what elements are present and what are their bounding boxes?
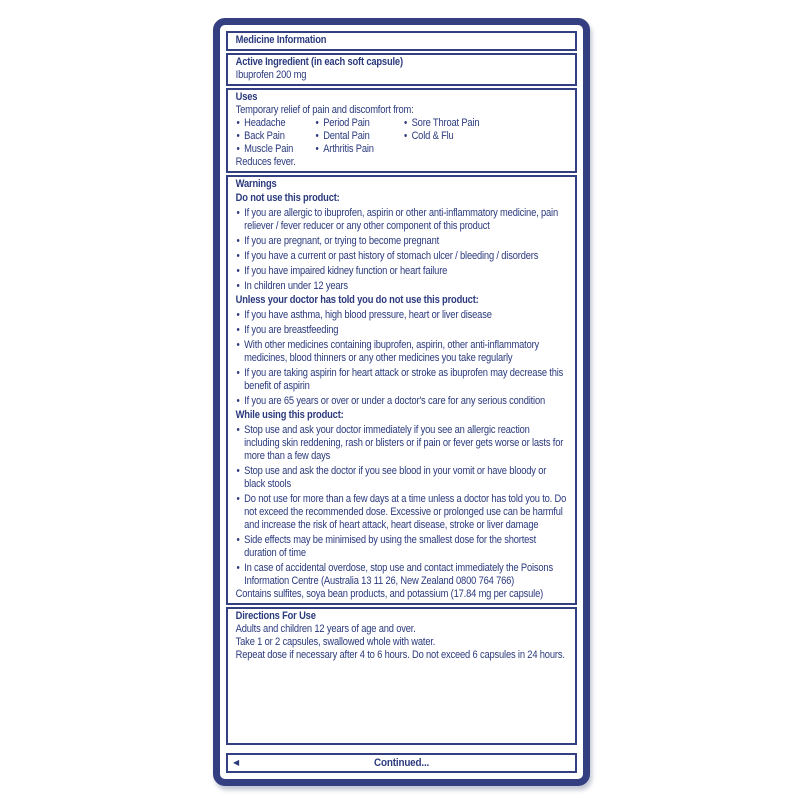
directions-line: Adults and children 12 years of age and over. xyxy=(235,623,416,635)
section-directions xyxy=(226,607,577,745)
section-active-ingredient xyxy=(226,53,577,86)
section-warnings xyxy=(226,175,577,605)
use-item: • Back Pain xyxy=(236,130,315,143)
warning-item: • If you have asthma, high blood pressure, heart or liver disease xyxy=(236,309,568,322)
page-title: Medicine Information xyxy=(235,34,327,46)
warning-item: • Stop use and ask your doctor immediately if you see an allergic reaction including skin reddening, rash or blisters or if pain or fever gets worse or lasts for more than a few days xyxy=(236,424,568,463)
section-medicine-information xyxy=(226,31,577,51)
directions-line: Repeat dose if necessary after 4 to 6 hours. Do not exceed 6 capsules in 24 hours. xyxy=(235,649,565,661)
warning-group-do-not-use xyxy=(236,192,568,293)
warning-item: • Stop use and ask the doctor if you see blood in your vomit or have bloody or black stools xyxy=(236,465,568,491)
use-item: • Sore Throat Pain xyxy=(403,117,567,130)
warning-item: • In case of accidental overdose, stop use and contact immediately the Poisons Information Centre (Australia 13 11 26, New Zealand 0800 764 766) xyxy=(236,562,568,588)
uses-column xyxy=(236,117,315,156)
uses-column xyxy=(403,117,567,156)
section-uses xyxy=(226,88,577,173)
warning-item: • In children under 12 years xyxy=(236,280,568,293)
uses-intro: Temporary relief of pain and discomfort from: xyxy=(235,104,414,116)
warning-item: • Do not use for more than a few days at a time unless a doctor has told you to. Do not exceed the recommended dose. Excessive or prolonged use can be harmful and increase the risk of heart attack, heart disease, stroke or liver damage xyxy=(236,493,568,532)
warning-item: • If you are breastfeeding xyxy=(236,324,568,337)
left-arrow-icon: ◀ xyxy=(233,758,240,767)
medicine-label-panel xyxy=(213,18,590,786)
warning-group-while-using xyxy=(236,409,568,588)
warnings-contains-note: Contains sulfites, soya bean products, and potassium (17.84 mg per capsule) xyxy=(235,588,544,600)
uses-columns xyxy=(236,117,568,156)
use-item: • Arthritis Pain xyxy=(315,143,403,156)
warning-item: • If you are allergic to ibuprofen, aspirin or other anti-inflammatory medicine, pain reliever / fever reducer or any other component of this product xyxy=(236,207,568,233)
warning-item: • If you have a current or past history of stomach ulcer / bleeding / disorders xyxy=(236,250,568,263)
use-item: • Muscle Pain xyxy=(236,143,315,156)
warning-item: • If you are pregnant, or trying to become pregnant xyxy=(236,235,568,248)
directions-heading: Directions For Use xyxy=(235,610,316,622)
warning-subheading: While using this product: xyxy=(235,409,344,421)
warnings-heading: Warnings xyxy=(235,178,277,190)
use-item: • Cold & Flu xyxy=(403,130,567,143)
uses-column xyxy=(315,117,403,156)
uses-heading: Uses xyxy=(235,91,258,103)
warning-group-unless-doctor xyxy=(236,294,568,408)
warning-subheading: Do not use this product: xyxy=(235,192,340,204)
continued-bar xyxy=(226,753,577,773)
warning-item: • If you have impaired kidney function or heart failure xyxy=(236,265,568,278)
warning-subheading: Unless your doctor has told you do not use this product: xyxy=(235,294,479,306)
directions-line: Take 1 or 2 capsules, swallowed whole with water. xyxy=(235,636,436,648)
warning-item: • If you are taking aspirin for heart attack or stroke as ibuprofen may decrease this benefit of aspirin xyxy=(236,367,568,393)
use-item: • Period Pain xyxy=(315,117,403,130)
continued-label: Continued... xyxy=(373,757,430,769)
use-item: • Headache xyxy=(236,117,315,130)
uses-footer: Reduces fever. xyxy=(235,156,296,168)
warning-item: • Side effects may be minimised by using the smallest dose for the shortest duration of time xyxy=(236,534,568,560)
warning-item: • With other medicines containing ibuprofen, aspirin, other anti-inflammatory medicines, blood thinners or any other medicines you take regularly xyxy=(236,339,568,365)
active-ingredient-heading: Active Ingredient (in each soft capsule) xyxy=(235,56,403,68)
active-ingredient-value: Ibuprofen 200 mg xyxy=(235,69,307,81)
warning-item: • If you are 65 years or over or under a doctor's care for any serious condition xyxy=(236,395,568,408)
use-item: • Dental Pain xyxy=(315,130,403,143)
